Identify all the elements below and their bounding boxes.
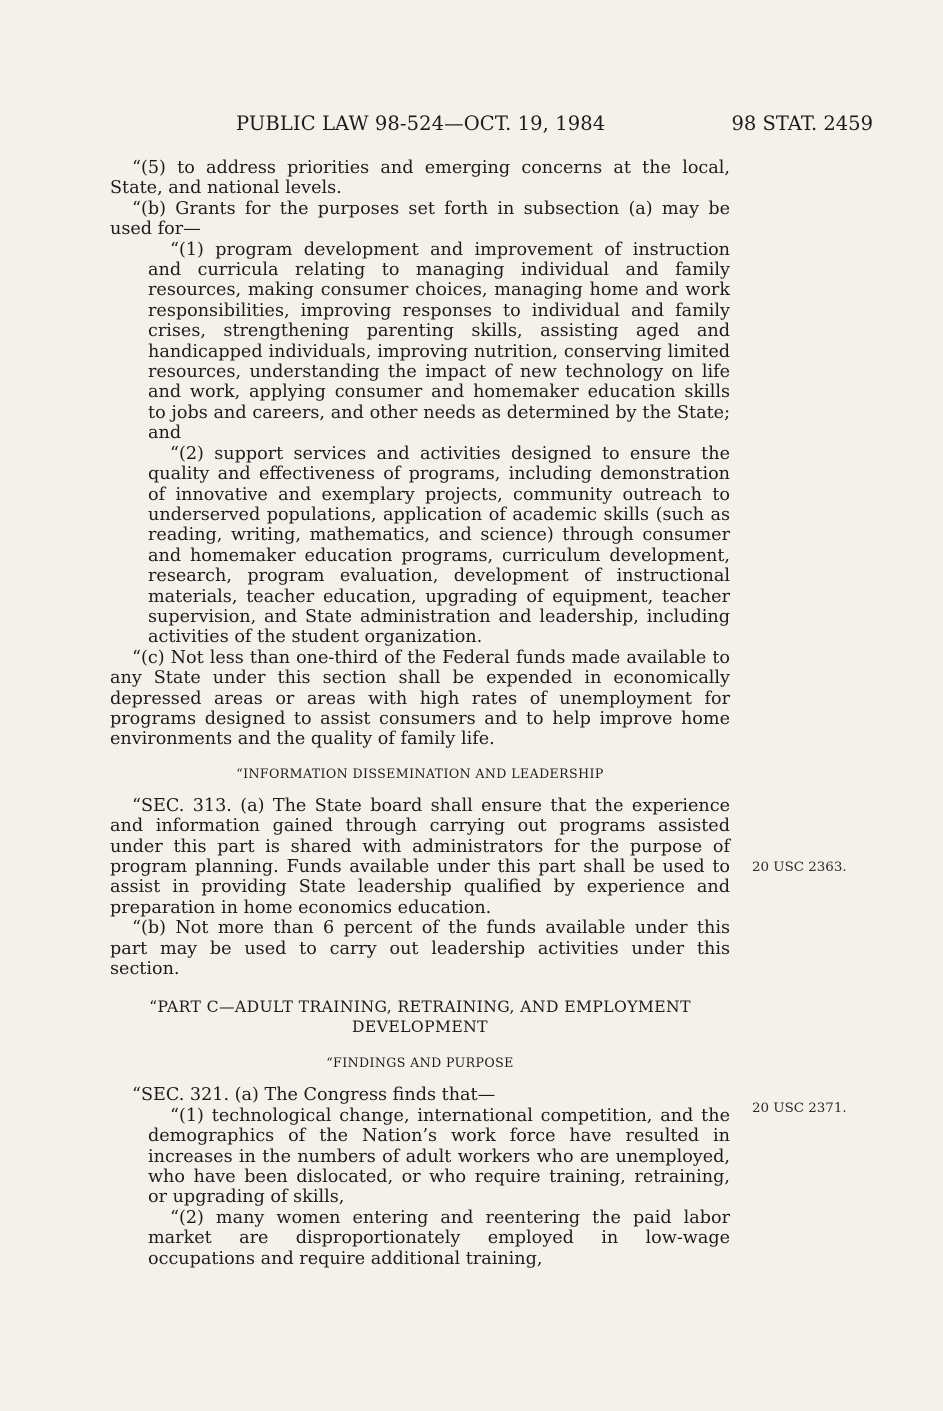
header-stat-page: 98 STAT. 2459 [731,112,873,135]
paragraph-sec-313b: “(b) Not more than 6 percent of the funds available under this part may be used to carry out leadership activities under this section. [110,918,730,980]
part-c-title-cont: DEVELOPMENT [352,1018,488,1037]
part-c-heading [110,997,730,1037]
margin-note-20usc2363: 20 USC 2363. [752,860,847,875]
body-text [110,158,730,1269]
paragraph-c: “(c) Not less than one-third of the Federal funds made available to any State under this section shall be expended in economically depressed areas or areas with high rates of unemployment for programs designed to assist consumers and to help improve home environments and the quality of family life. [110,647,730,750]
paragraph-b: “(b) Grants for the purposes set forth in subsection (a) may be used for— [110,198,730,240]
header-citation: PUBLIC LAW 98-524—OCT. 19, 1984 [236,112,606,135]
margin-note-20usc2371: 20 USC 2371. [752,1101,847,1116]
paragraph-sec-321a1: “(1) technological change, international competition, and the demographics of the Nation’s work force have resulted in increases in the numbers of adult workers who are unemployed, who have been dislocated, or who require training, retraining, or upgrading of skills, [148,1105,730,1208]
paragraph-b1: “(1) program development and improvement of instruction and curricula relating to managing individual and family resources, making consumer choices, managing home and work responsibilities, improving responses to individual and family crises, strengthening parenting skills, assisting aged and handicapped individuals, improving nutrition, conserving limited resources, understanding the impact of new technology on life and work, applying consumer and homemaker education skills to jobs and careers, and other needs as determined by the State; and [148,239,730,444]
part-c-title: “PART C—ADULT TRAINING, RETRAINING, AND EMPLOYMENT [149,998,691,1017]
page-header [0,112,943,142]
paragraph-sec-313a: “SEC. 313. (a) The State board shall ensure that the experience and information gained through carrying out programs assisted under this part is shared with administrators for the purpose of program planning. Funds available under this part shall be used to assist in providing State leadership qualified by experience and preparation in home economics education. [110,795,730,918]
paragraph-sec-321a: “SEC. 321. (a) The Congress finds that— [132,1085,496,1106]
section-heading-information-dissemination: “INFORMATION DISSEMINATION AND LEADERSHIP [236,765,604,781]
paragraph-a5: “(5) to address priorities and emerging concerns at the local, State, and national levels. [110,158,730,199]
paragraph-sec-321a2: “(2) many women entering and reentering the paid labor market are disproportionately employed in low-wage occupations and require additional training, [148,1207,730,1269]
section-heading-findings: “FINDINGS AND PURPOSE [326,1055,514,1071]
paragraph-b2: “(2) support services and activities designed to ensure the quality and effectiveness of programs, including demonstration of innovative and exemplary projects, community outreach to underserved populations, application of academic skills (such as reading, writing, mathematics, and science) through consumer and homemaker education programs, curriculum development, research, program evaluation, development of instructional materials, teacher education, upgrading of equipment, teacher supervision, and State administration and leadership, including activities of the student organization. [148,443,730,648]
